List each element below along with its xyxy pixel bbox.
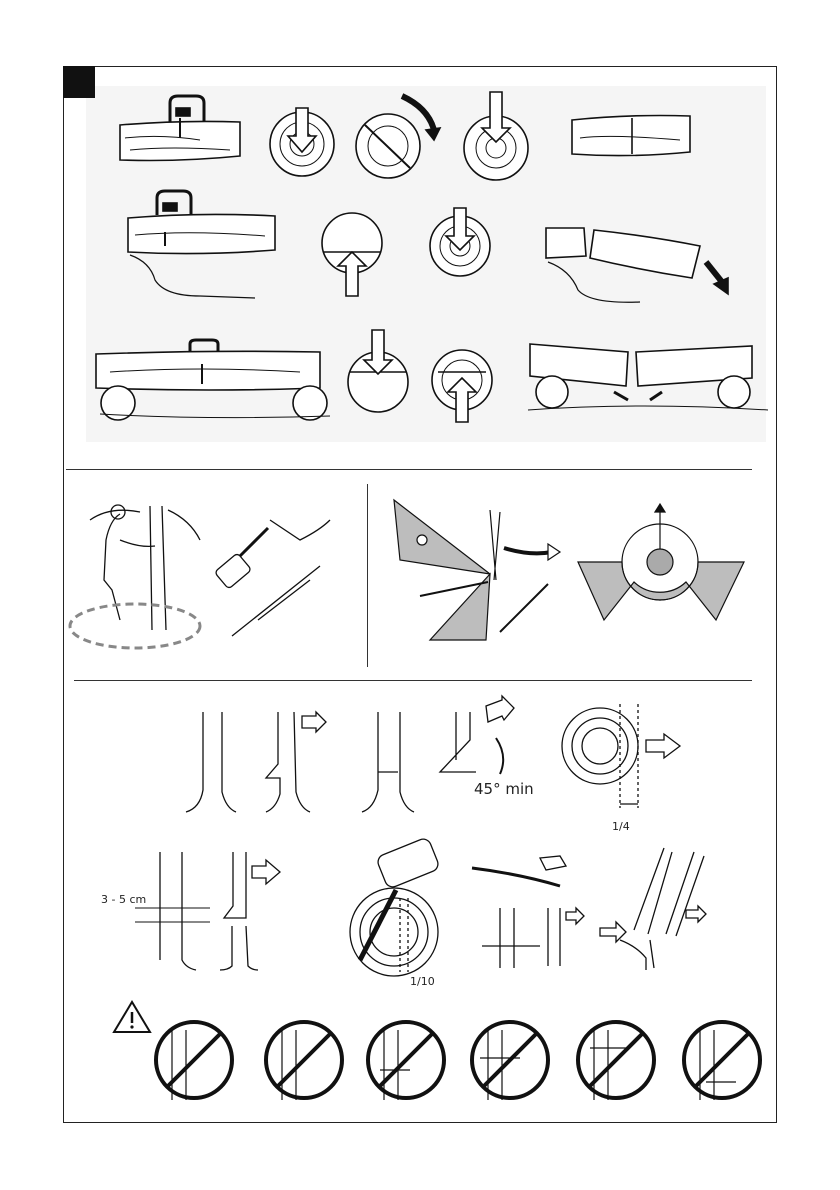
wedge-tools-figure: [472, 856, 584, 968]
log-split-supported: [528, 344, 768, 410]
cross-section-top-down: [430, 208, 490, 276]
safety-radius-diagram: [578, 504, 744, 620]
cross-section-top-cut: [270, 108, 334, 176]
cross-section-rolled-cut: [464, 92, 528, 180]
warning-triangle-icon: [114, 1002, 150, 1032]
cross-section-top-first: [348, 330, 408, 412]
cross-section-bottom-up: [322, 213, 382, 296]
tree-notch-angle: [440, 696, 514, 774]
stump-quarter-diagram: [562, 704, 680, 808]
prohibited-icon: [156, 1022, 760, 1100]
notch-depth-label: 3 - 5 cm: [101, 893, 147, 906]
operator-felling-figure: [70, 505, 200, 648]
notch-depth-figure: [135, 852, 280, 970]
tenth-ratio-label: 1/10: [410, 975, 435, 988]
min-angle-label: 45° min: [474, 780, 534, 798]
log-split-falling: [546, 228, 728, 302]
quarter-ratio-label: 1/4: [612, 820, 630, 833]
tree-plain: [186, 712, 236, 812]
log-top-cut-figure: [120, 96, 240, 161]
danger-zone-figure: [394, 500, 560, 640]
slope-saw-figure: [214, 520, 330, 636]
log-two-supports: [96, 340, 330, 420]
log-overhang-figure: [128, 191, 275, 298]
tree-with-notch: [266, 712, 326, 812]
tree-wedged-fall: [600, 848, 706, 970]
saw-hinge-diagram: [350, 837, 440, 976]
cross-section-bottom-finish: [432, 350, 492, 422]
cross-section-rotate: [356, 96, 440, 178]
log-cut-complete: [572, 116, 690, 156]
tree-back-cut: [362, 712, 414, 812]
